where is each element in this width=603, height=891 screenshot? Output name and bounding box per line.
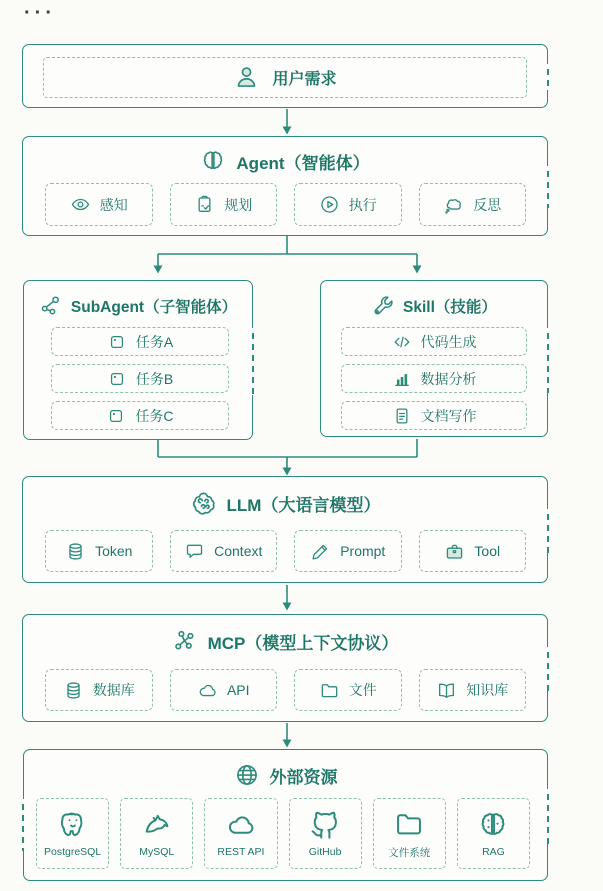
agent-title-row: [23, 148, 547, 174]
border-dash-artifact: [547, 647, 549, 692]
postgresql-icon: [57, 809, 89, 841]
subagent-title-row: [24, 294, 252, 318]
clipboard-check-icon: [194, 194, 215, 215]
mcp-title: MCP（模型上下文协议）: [207, 633, 399, 653]
border-dash-artifact: [252, 328, 254, 394]
item-label: Tool: [474, 543, 501, 559]
external-item-postgresql: [36, 798, 109, 869]
external-item-github: [289, 798, 362, 869]
rag-brain-icon: [477, 809, 509, 841]
item-label: 反思: [473, 196, 502, 213]
arrow-mcp-to-external: [278, 723, 296, 749]
agent-title: Agent（智能体）: [236, 153, 370, 173]
cloud-icon: [197, 680, 218, 701]
agent-items-row: [45, 183, 526, 226]
subagent-items: [51, 327, 229, 430]
globe-icon: [234, 762, 260, 788]
skill-title: Skill（技能）: [403, 299, 497, 316]
task-icon: [106, 406, 126, 426]
llm-brain-icon: [190, 490, 217, 517]
database-icon: [63, 680, 84, 701]
item-label: 任务B: [135, 370, 174, 387]
border-dash-artifact: [547, 789, 549, 844]
skill-card: [320, 280, 548, 437]
item-label: 知识库: [466, 682, 509, 698]
item-label: 文档写作: [420, 407, 477, 424]
subagent-card: [23, 280, 253, 440]
play-circle-icon: [319, 194, 340, 215]
item-label: 感知: [99, 196, 128, 213]
llm-card: [22, 476, 548, 583]
skill-item-code-gen: [341, 327, 527, 356]
task-icon: [107, 332, 127, 352]
mcp-item-api: [170, 669, 278, 711]
thought-bubble-icon: [443, 194, 464, 215]
mcp-card: [22, 614, 548, 722]
llm-item-prompt: [294, 530, 402, 572]
item-label: 任务A: [135, 333, 174, 350]
briefcase-icon: [444, 541, 465, 562]
folder-icon: [393, 808, 425, 840]
item-label: GitHub: [308, 846, 342, 858]
skill-items: [341, 327, 527, 430]
mcp-item-file: [294, 669, 402, 711]
llm-items-row: [45, 530, 526, 572]
eye-icon: [70, 194, 91, 215]
external-item-file-system: [373, 798, 446, 869]
agent-item-planning: [170, 183, 278, 226]
llm-item-context: [170, 530, 278, 572]
bar-chart-icon: [392, 369, 412, 389]
arrow-llm-to-mcp: [278, 585, 296, 612]
folder-icon: [319, 680, 340, 701]
agent-item-execution: [294, 183, 402, 226]
item-label: 文件: [348, 682, 377, 698]
item-label: PostgreSQL: [43, 846, 102, 858]
subagent-item-task-b: [51, 364, 229, 393]
code-icon: [392, 332, 412, 352]
mcp-title-row: [23, 628, 547, 654]
llm-title-row: [23, 490, 547, 517]
llm-item-token: [45, 530, 153, 572]
border-dash-artifact: [22, 799, 24, 851]
mysql-icon: [141, 809, 173, 841]
border-dash-artifact: [547, 328, 549, 393]
external-item-rag: [457, 798, 530, 869]
brain-icon: [200, 148, 226, 174]
external-item-rest-api: [204, 798, 277, 869]
item-label: RAG: [482, 846, 505, 858]
subagent-nodes-icon: [39, 294, 63, 318]
border-dash-artifact: [547, 64, 549, 90]
external-items-row: [36, 798, 530, 869]
subagent-item-task-c: [51, 401, 229, 430]
skill-item-data-analysis: [341, 364, 527, 393]
database-icon: [65, 541, 86, 562]
item-label: Prompt: [340, 543, 386, 559]
item-label: 代码生成: [420, 333, 477, 350]
user-requirement-label: 用户需求: [272, 71, 337, 88]
user-requirement-node: [43, 57, 527, 98]
pencil-icon: [310, 541, 331, 562]
llm-title: LLM（大语言模型）: [226, 496, 381, 515]
mcp-item-knowledge-base: [419, 669, 527, 711]
agent-item-reflection: [419, 183, 527, 226]
item-label: 数据库: [92, 682, 135, 698]
network-icon: [172, 628, 198, 654]
subagent-item-task-a: [51, 327, 229, 356]
subagent-title: SubAgent（子智能体）: [70, 299, 238, 316]
agent-item-perception: [45, 183, 153, 226]
overflow-dots: ···: [24, 2, 56, 24]
external-resources-card: [23, 749, 548, 881]
item-label: API: [226, 682, 250, 698]
speech-bubble-icon: [184, 541, 205, 562]
item-label: 任务C: [135, 407, 174, 424]
open-book-icon: [436, 680, 457, 701]
external-item-mysql: [120, 798, 193, 869]
github-icon: [309, 809, 341, 841]
item-label: 文件系统: [388, 846, 431, 859]
external-title: 外部资源: [269, 767, 338, 787]
skill-item-doc-writing: [341, 401, 527, 430]
cloud-icon: [225, 809, 257, 841]
arrow-user-to-agent: [278, 109, 296, 136]
user-icon: [233, 64, 260, 91]
mcp-item-database: [45, 669, 153, 711]
item-label: Context: [214, 543, 263, 559]
border-dash-artifact: [547, 166, 549, 207]
user-requirement-card: [22, 44, 548, 108]
agent-card: [22, 136, 548, 236]
connector-merge-to-llm: [22, 439, 548, 477]
wrench-icon: [371, 294, 395, 318]
item-label: MySQL: [139, 846, 175, 858]
item-label: Token: [95, 543, 133, 559]
external-title-row: [24, 762, 547, 788]
mcp-items-row: [45, 669, 526, 711]
item-label: 执行: [348, 196, 377, 213]
item-label: 数据分析: [420, 370, 477, 387]
connector-agent-split: [22, 236, 548, 276]
document-icon: [392, 406, 412, 426]
border-dash-artifact: [547, 509, 549, 553]
llm-item-tool: [419, 530, 527, 572]
task-icon: [107, 369, 127, 389]
item-label: REST API: [217, 846, 265, 858]
skill-title-row: [321, 294, 547, 318]
item-label: 规划: [224, 196, 253, 213]
